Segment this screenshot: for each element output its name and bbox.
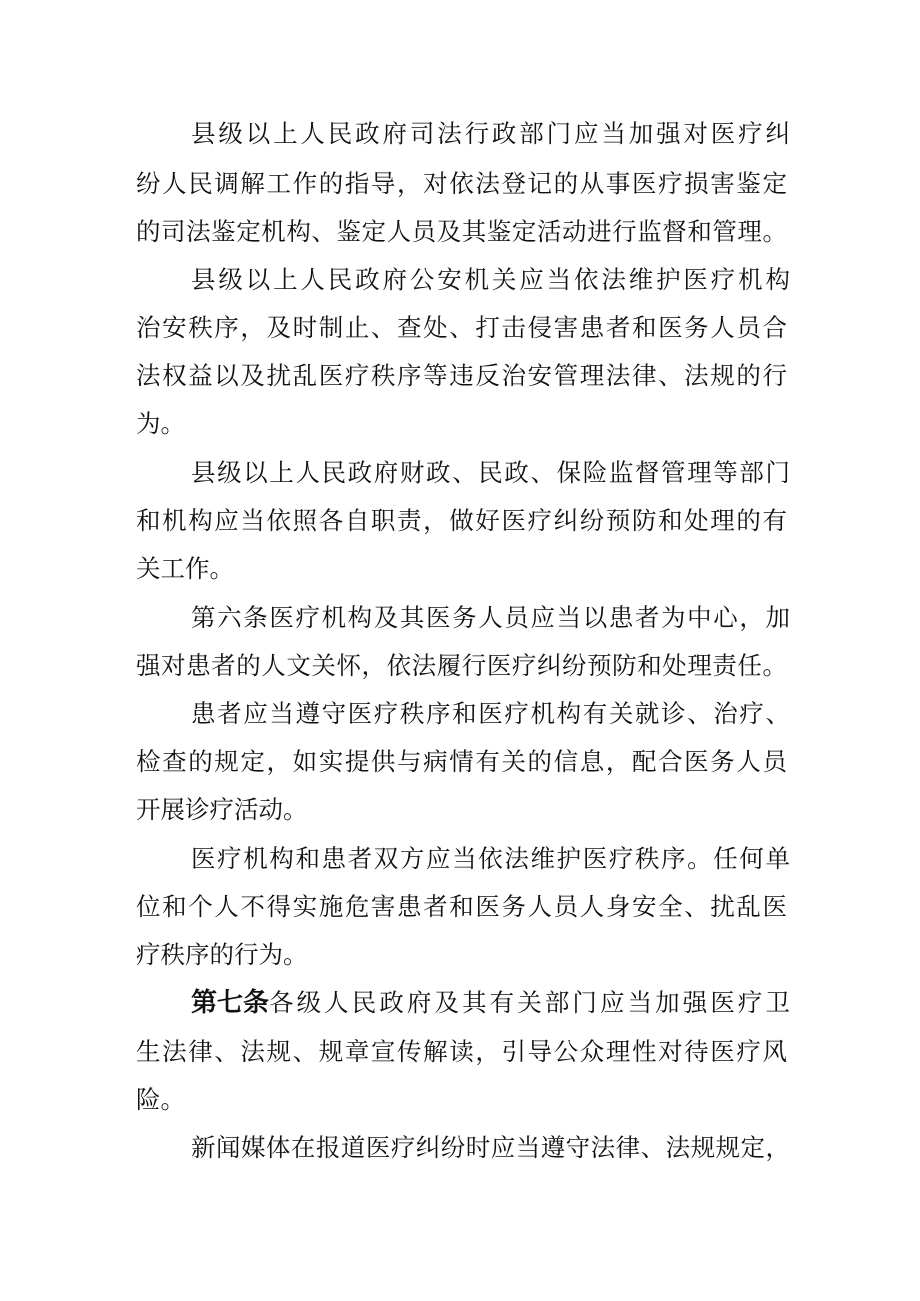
article-label: 第七条	[191, 988, 270, 1018]
paragraph-line: 位和个人不得实施危害患者和医务人员人身安全、扰乱医	[136, 892, 787, 921]
paragraph-line: 医疗机构和患者双方应当依法维护医疗秩序。任何单	[191, 844, 790, 873]
paragraph-line: 的司法鉴定机构、鉴定人员及其鉴定活动进行监督和管理。	[136, 217, 787, 246]
paragraph-line: 治安秩序，及时制止、查处、打击侵害患者和医务人员合	[136, 313, 787, 342]
paragraph-line: 县级以上人民政府财政、民政、保险监督管理等部门	[191, 458, 790, 487]
paragraph-line: 和机构应当依照各自职责，做好医疗纠纷预防和处理的有	[136, 506, 787, 535]
paragraph-line: 检查的规定，如实提供与病情有关的信息，配合医务人员	[136, 747, 787, 776]
paragraph-line: 疗秩序的行为。	[136, 940, 308, 969]
paragraph-line: 患者应当遵守医疗秩序和医疗机构有关就诊、治疗、	[191, 699, 790, 728]
paragraph-line: 纷人民调解工作的指导，对依法登记的从事医疗损害鉴定	[136, 169, 787, 198]
paragraph-line: 开展诊疗活动。	[136, 795, 308, 824]
paragraph-line: 新闻媒体在报道医疗纠纷时应当遵守法律、法规规定，	[191, 1133, 790, 1162]
paragraph-line: 法权益以及扰乱医疗秩序等违反治安管理法律、法规的行	[136, 361, 787, 390]
paragraph-line: 生法律、法规、规章宣传解读，引导公众理性对待医疗风	[136, 1037, 787, 1066]
paragraph-line: 关工作。	[136, 554, 234, 583]
paragraph-line: 县级以上人民政府司法行政部门应当加强对医疗纠	[191, 119, 790, 148]
paragraph-line: 强对患者的人文关怀，依法履行医疗纠纷预防和处理责任。	[136, 651, 787, 680]
paragraph-line: 各级人民政府及其有关部门应当加强医疗卫	[269, 988, 790, 1017]
paragraph-line: 险。	[136, 1085, 185, 1114]
paragraph-line: 为。	[136, 409, 185, 438]
article-7-first-line	[191, 990, 790, 1016]
paragraph-line: 县级以上人民政府公安机关应当依法维护医疗机构	[191, 265, 790, 294]
paragraph-line: 第六条医疗机构及其医务人员应当以患者为中心，加	[191, 603, 790, 632]
